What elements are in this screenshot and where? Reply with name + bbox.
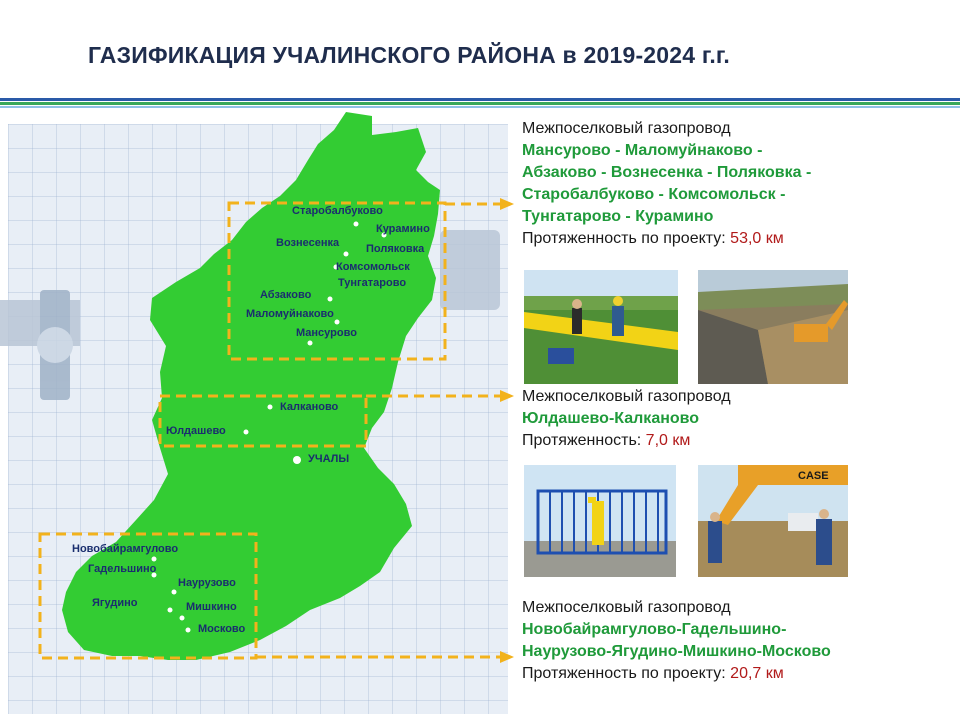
route-line: Тунгатарово - Курамино	[522, 208, 714, 225]
photo-gas-station-fence	[524, 465, 676, 577]
district-map	[0, 100, 520, 720]
length-row	[522, 430, 952, 452]
route-line: Абзаково - Вознесенка - Поляковка -	[522, 164, 812, 181]
place-label: Вознесенка	[276, 237, 340, 249]
place-label: Курамино	[376, 223, 430, 235]
route-line: Юлдашево-Калканово	[522, 410, 700, 427]
length-value: 53,0 км	[730, 230, 784, 247]
place-label: Калканово	[280, 401, 339, 413]
photo-excavator-workers	[698, 465, 848, 577]
place-label: Абзаково	[260, 289, 312, 301]
arrow-north	[445, 198, 514, 210]
place-label: Тунгатарово	[338, 277, 407, 289]
length-value: 7,0 км	[645, 432, 691, 449]
arrow-south	[256, 651, 514, 663]
length-label: Протяженность по проекту:	[522, 665, 726, 682]
place-label: Юлдашево	[166, 425, 226, 437]
route-line: Новобайрамгулово-Гадельшино-	[522, 621, 787, 638]
place-label: Ягудино	[92, 597, 138, 609]
place-label: Новобайрамгулово	[72, 543, 179, 555]
place-label: Москово	[198, 623, 246, 635]
excavator-brand: CASE	[798, 470, 829, 482]
place-label: Старобалбуково	[292, 205, 383, 217]
route-line: Старобалбуково - Комсомольск -	[522, 186, 786, 203]
place-label: Маломуйнаково	[246, 308, 334, 320]
block-heading: Межпоселковый газопровод	[522, 120, 731, 137]
place-label: Комсомольск	[336, 261, 410, 273]
length-label: Протяженность по проекту:	[522, 230, 726, 247]
block-heading: Межпоселковый газопровод	[522, 599, 731, 616]
pipeline-block-north	[522, 118, 952, 250]
route-line: Наурузово-Ягудино-Мишкино-Москово	[522, 643, 831, 660]
district-outline	[62, 112, 440, 660]
length-row	[522, 663, 952, 685]
page-title: ГАЗИФИКАЦИЯ УЧАЛИНСКОГО РАЙОНА в 2019-2024 г.г.	[88, 42, 731, 68]
length-label: Протяженность:	[522, 432, 642, 449]
place-label: Мансурово	[296, 327, 357, 339]
place-label: Наурузово	[178, 577, 236, 589]
pipeline-block-middle	[522, 386, 952, 452]
route-line: Мансурово - Маломуйнаково -	[522, 142, 763, 159]
place-label: Мишкино	[186, 601, 237, 613]
photo-pipeline-welding	[524, 270, 678, 384]
block-heading: Межпоселковый газопровод	[522, 388, 731, 405]
place-label: Гадельшино	[88, 563, 157, 575]
photo-trench-excavation	[698, 270, 848, 384]
length-value: 20,7 км	[730, 665, 784, 682]
place-label: УЧАЛЫ	[308, 453, 350, 465]
pipeline-block-south	[522, 597, 952, 685]
place-label: Поляковка	[366, 243, 425, 255]
length-row	[522, 228, 952, 250]
